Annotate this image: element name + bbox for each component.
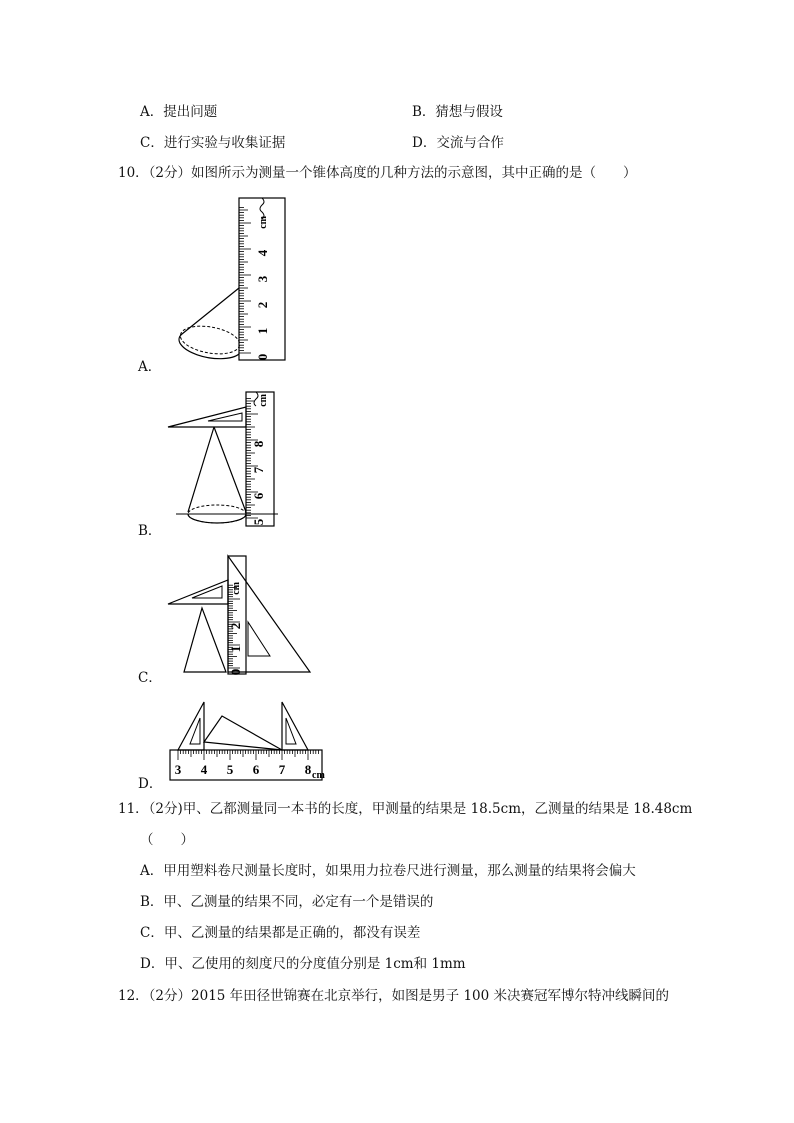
figure-b-tick-5: 5: [251, 518, 266, 526]
figure-a-unit: cm: [258, 216, 269, 229]
figure-b-tick-8: 8: [251, 440, 266, 448]
figure-b-tick-7: 7: [251, 466, 266, 474]
figure-d-unit: cm: [312, 770, 325, 781]
q11-option-a: A．甲用塑料卷尺测量长度时，如果用力拉卷尺进行测量，那么测量的结果将会偏大: [140, 863, 636, 879]
figure-a-tick-1: 1: [255, 327, 270, 335]
q11-option-c: C．甲、乙测量的结果都是正确的，都没有误差: [140, 925, 421, 941]
figure-b-ruler-triangle-cone: [166, 388, 278, 532]
q9-option-b: B．猜想与假设: [412, 104, 503, 120]
figure-a-tick-0: 0: [255, 353, 270, 361]
figure-c-ruler-triangles-cone: [166, 552, 314, 680]
figure-d-tick-5: 5: [226, 762, 234, 777]
figure-a-ruler-cone: [172, 196, 292, 368]
figure-d-tick-4: 4: [200, 762, 208, 777]
q11-stem: 11．（2分)甲、乙都测量同一本书的长度，甲测量的结果是 18.5cm，乙测量的结果是 18.48cm: [118, 801, 693, 817]
figure-d-ruler-triangles-cone: [166, 698, 326, 786]
q10-stem: 10．（2分）如图所示为测量一个锥体高度的几种方法的示意图，其中正确的是（ ）: [118, 165, 637, 181]
q9-option-d: D．交流与合作: [412, 135, 504, 151]
figure-c-tick-0: 0: [228, 668, 243, 676]
figure-d-tick-3: 3: [174, 762, 182, 777]
figure-b-unit: cm: [258, 394, 269, 407]
figure-d-tick-6: 6: [252, 762, 260, 777]
figure-a-tick-4: 4: [255, 249, 270, 257]
q10-label-c: C．: [138, 670, 162, 686]
figure-d-tick-7: 7: [278, 762, 286, 777]
q11-option-d: D．甲、乙使用的刻度尺的分度值分别是 1cm和 1mm: [140, 956, 466, 972]
q12-stem: 12．（2分）2015 年田径世锦赛在北京举行，如图是男子 100 米决赛冠军博尔特冲线瞬间的: [118, 988, 670, 1004]
figure-b-tick-6: 6: [251, 492, 266, 500]
q10-label-a: A．: [138, 359, 162, 375]
q10-label-d: D．: [138, 776, 163, 792]
q11-answer-paren: （ ）: [140, 832, 194, 848]
figure-a-tick-3: 3: [255, 275, 270, 283]
figure-c-tick-2: 2: [228, 622, 243, 630]
figure-c-tick-1: 1: [228, 645, 243, 653]
figure-a-tick-2: 2: [255, 301, 270, 309]
q9-option-c: C．进行实验与收集证据: [140, 135, 286, 151]
figure-d-tick-8: 8: [304, 762, 312, 777]
figure-c-unit: cm: [231, 582, 242, 595]
q10-label-b: B．: [138, 523, 162, 539]
q11-option-b: B．甲、乙测量的结果不同，必定有一个是错误的: [140, 894, 434, 910]
q9-option-a: A．提出问题: [140, 104, 218, 120]
